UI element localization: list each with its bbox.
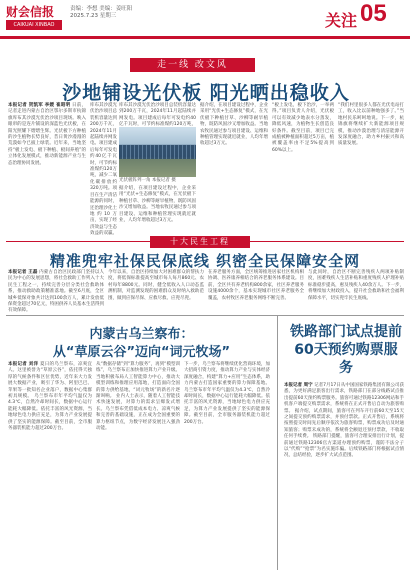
story1-tag: 走一线 改文风 — [130, 58, 255, 72]
story1-byline: 本报记者 贺凯军 李媛 崔昭明 — [8, 103, 71, 108]
story3-text-2b: 业内人士表示，随着人工智能技术快速发展，对算力的需求呈爆发式增长。乌兰察布凭借低成本电力、凉爽气候和完善的基础设施，正在成为全国重要的算力枢纽节点，为数字经济发展注入强劲动能。 — [96, 394, 181, 432]
story3-headline: 内蒙古乌兰察布： — [89, 327, 194, 342]
story3-text-1: 夏日的乌兰察布，凉爽宜人。这里被誉为“草原云谷”，依托得天独厚的气候条件和区位优势，近年来大力发展大数据产业，吸引了华为、阿里巴巴、苹果等一批知名企业落户，数据中心集群初具规模。 — [8, 362, 92, 400]
column-rule — [277, 315, 278, 570]
story-divider — [6, 315, 404, 316]
story1-text-2: 库布其沙漠光伏治沙项目总装机容量达到200万千瓦，2024年11月起陆续并网发电。项目建成后每年可发电约40亿千瓦时，可节约标准煤约120万吨，减少二氧化碳排放约320万吨。项目在生产清洁能源的同时，还治理沙化土地约10万亩，实现了经济效益与生态效益的双赢。 — [90, 103, 117, 237]
story3-byline: 本报记者 刘洋 — [8, 362, 39, 367]
page-number: 05 — [360, 0, 387, 27]
story3-text-1b: 乌兰察布市年平均气温仅为4.3℃，自然冷却时间长，数据中心运行能耗大幅降低。依托丰富的风光资源，当地绿色电力供应充足，为算力产业发展提供了坚实的能源保障。截至目前，全市服务器装机能力超过200万台。 — [8, 394, 93, 432]
story2-text-3: 在养老服务方面，全区统筹推进居家社区机构相协调、医养康养相结合的养老服务体系建设。目前，全区共有养老机构800余家，社区养老服务设施4000余个，基本实现城市社区养老服务全覆盖，农村牧区养老服务网络不断完善。 — [208, 270, 304, 301]
story4-text-2: 据介绍，试点期间，旅客可在列车开行前60天至15天之间提交预约购票需求，并预付票款。正式开售后，系统将按照提交时间先后顺序依次为旅客购票，购票成功后及时通知旅客；购票未成功的，系统将全额退还预付票款，不收取任何手续费。 — [284, 408, 405, 440]
photo-caption: 光伏板阵列一角 本报记者 摄 — [119, 178, 176, 183]
story1-column-5 — [272, 103, 334, 233]
header-rule — [0, 36, 410, 39]
edition-info — [70, 6, 132, 20]
story4-byline: 本报记者 周宁 — [284, 383, 313, 388]
story2-tag: 十大民生工程 — [150, 236, 250, 248]
story1-column-4 — [200, 103, 268, 233]
story1-column-2 — [90, 103, 117, 237]
story4-column — [284, 383, 404, 568]
story2-column-3 — [208, 270, 304, 312]
publish-date: 2025.7.23 星期三 — [70, 13, 117, 19]
story1-text-3: 据介绍，在项目建设过程中，企业采用“光伏+生态修复”模式，在光伏板下种植甘草、沙柳等耐旱植物，既防风固沙又增加收益。当地农牧民通过参与项目建设、运维和种植管理实现就近就业，人均年增收超过3万元。 — [119, 186, 196, 224]
story4-text-1: 记者7月17日从中国国家铁路集团有限公司获悉，为更好满足旅客出行需求，铁路部门在部分线路试点推出提前60天预约购票服务。旅客可通过铁路12306网站和手机客户端提交购票需求，系统将在正式开售后自动为旅客购票。 — [284, 383, 404, 414]
story3-subheadline: 从“草原云谷”迈向“词元牧场” — [52, 345, 231, 360]
story2-text-1: 内蒙古自治区民政部门坚持以人民为中心的发展思想，将社会救助工作列入十大民生工程之一，持续完善分层分类社会救助体系，推动救助政策精准落地。截至6月底，全区城乡低保对象共计达到100余万人，累计发放低保资金超过70亿元，特困供养人员基本生活得到有效保障。 — [8, 270, 104, 314]
story2-headline: 精准兜牢社保民保底线 织密全民保障安全网 — [49, 252, 361, 270]
story1-text-1: 日前，记者走进内蒙古自治区鄂尔多斯市杭锦旗库布其沙漠光伏治沙项目现场。映入眼帘的是连片铺设的深蓝色光伏板，在阳光照耀下熠熠生辉。光伏板下方种植的沙生植物长势良好，昔日黄沙漫漫的荒漠如今已披上绿装。近年来，当地坚持“板上发电、板下种植、板间养殖”的立体化发展模式，推动新能源产业与生态治理协同发展。 — [8, 103, 87, 166]
story2-column-1 — [8, 270, 104, 312]
story1-text-2b: 库布其沙漠光伏治沙项目总装机容量达到200万千瓦，2024年11月起陆续并网发电。项目建成后每年可发电约40亿千瓦时，可节约标准煤约120万吨， — [119, 103, 196, 128]
story1-text-6: “我们村里很多人都在光伏电站打工，收入比以前种地强多了。”当地村民乐呵呵地说。下一步，杭锦旗将继续扩大新能源项目规模，推动沙漠治理与清洁能源开发深度融合，助力乡村振兴和高质量发展。 — [338, 103, 404, 147]
logo-subtitle: CAIKUAI XINBAO — [6, 20, 62, 30]
story1-column-6 — [338, 103, 404, 233]
story2-text-4: 与此同时，自治区不断完善残疾人两项补贴制度，困难残疾人生活补贴和重度残疾人护理补贴标准稳步提高，惠及残疾人40余万人。下一步，将继续加大财政投入，提升社会救助和社会福利保障水平，切实兜牢民生底线。 — [308, 270, 404, 301]
story3-text-3b: 乌兰察布市年平均气温仅为4.3℃，自然冷却时间长，数据中心运行能耗大幅降低。依托丰富的风光资源，当地绿色电力供应充足，为算力产业发展提供了坚实的能源保障。截至目前，全市服务器装机能力超过200万台。 — [184, 387, 270, 425]
story3-column-1 — [8, 362, 92, 567]
story1-text-4: 据介绍，在项目建设过程中，企业采用“光伏+生态修复”模式，在光伏板下种植甘草、沙柳等耐旱植物，既防风固沙又增加收益。当地农牧民通过参与项目建设、运维和种植管理实现就近就业，人均年增收超过3万元。 — [200, 103, 268, 147]
story2-byline: 本报记者 王磊 — [8, 270, 38, 275]
story1-column-1 — [8, 103, 86, 233]
story1-text-5: “板上发电，板下治沙，一举两得。”项目负责人介绍，光伏板可以有效减少地表水分蒸发，降低风速，为植物生长创造良好条件。截至目前，项目已完成植被种植面积超过5万亩，植被覆盖率由不足5%提高到60%以上。 — [272, 103, 334, 153]
solar-panel-photo — [119, 127, 196, 177]
newspaper-logo: 财会信报 — [6, 5, 55, 19]
story2-text-2: 今年以来，自治区持续加大对困难群众的帮扶力度，将低保标准提高至城市每人每月860元、农村每年8800元。同时，健全低收入人口动态监测机制，对监测发现的困难群众及时纳入救助范围，做到应保尽保、应救尽救、应兜尽兜。 — [108, 270, 204, 301]
section-title: 关注 — [325, 11, 358, 30]
story2-column-4 — [308, 270, 404, 312]
story4-text-3: 铁路部门提醒，旅客可合理安排出行计划，提前通过铁路12306官方渠道办理预约购票，谨防不法分子以“代购”“抢票”为名实施诈骗。后续铁路部门将根据试点情况，总结经验，逐步扩大试点范围。 — [284, 434, 405, 459]
story1-headline: 沙地铺设光伏板 阳光晒出稳收入 — [62, 82, 350, 104]
story3-text-2: 从“数据存储”到“算力服务”，再到“模型训练”，乌兰察布正加快推进算力产业升级。当地积极布局人工智能算力中心，推动大模型训练和推理应用落地，打造面向全国的算力供给基地，“词元牧场”的新名片逐渐叫响。 — [96, 362, 180, 400]
story1-column-3 — [119, 186, 196, 233]
masthead — [0, 0, 410, 38]
story1-column-2b — [119, 103, 196, 128]
editor-credits: 责编：李想 美编：姜旺阳 — [70, 6, 133, 12]
story3-column-2 — [96, 362, 180, 567]
story3-text-3: 下一步，乌兰察布将继续优化营商环境，加大招商引资力度，推动算力产业与实体经济深度融合，构建“算力+应用”生态体系，助力内蒙古打造国家重要的算力保障基地。 — [184, 362, 270, 387]
story2-column-2 — [108, 270, 204, 312]
story4-headline: 铁路部门试点提前60天预约购票服务 — [290, 324, 402, 376]
story3-column-3 — [184, 362, 270, 567]
